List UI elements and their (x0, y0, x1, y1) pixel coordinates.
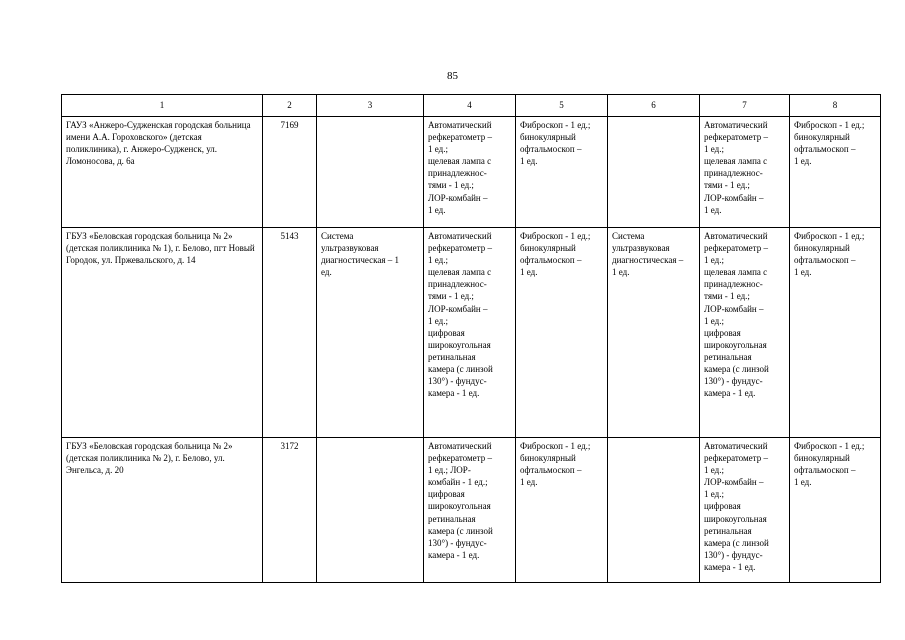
equipment-table (61, 94, 881, 583)
table-cell: Автоматический рефкератометр – 1 ед.; щелевая лампа с принадлежнос- тями - 1 ед.; ЛОР-комбайн – 1 ед.; цифровая широкоугольная ретинальная камера (с линзой 130°) - фундус- камера - 1 ед. (424, 228, 516, 438)
table-cell: Фиброскоп - 1 ед.; бинокулярный офтальмоскоп – 1 ед. (516, 117, 608, 228)
table-row (62, 438, 881, 583)
count-cell: 3172 (263, 438, 317, 583)
table-cell: Автоматический рефкератометр – 1 ед.; щелевая лампа с принадлежнос- тями - 1 ед.; ЛОР-комбайн – 1 ед. (700, 117, 790, 228)
column-header: 2 (263, 95, 317, 117)
institution-cell: ГАУЗ «Анжеро-Судженская городская больница имени А.А. Гороховского» (детская поликлиника), г. Анжеро-Судженск, ул. Ломоносова, д. 6а (62, 117, 263, 228)
table-cell: Фиброскоп - 1 ед.; бинокулярный офтальмоскоп – 1 ед. (516, 228, 608, 438)
table-cell (317, 117, 424, 228)
table-cell: Автоматический рефкератометр – 1 ед.; ЛОР-комбайн – 1 ед.; цифровая широкоугольная ретинальная камера (с линзой 130°) - фундус- камера - 1 ед. (700, 438, 790, 583)
table-cell: Фиброскоп - 1 ед.; бинокулярный офтальмоскоп – 1 ед. (790, 438, 881, 583)
column-header: 3 (317, 95, 424, 117)
table-cell: Автоматический рефкератометр – 1 ед.; ЛОР- комбайн - 1 ед.; цифровая широкоугольная ретинальная камера (с линзой 130°) - фундус- камера - 1 ед. (424, 438, 516, 583)
table-cell (608, 438, 700, 583)
column-header: 7 (700, 95, 790, 117)
column-header: 8 (790, 95, 881, 117)
table-cell: Система ультразвуковая диагностическая – 1 ед. (608, 228, 700, 438)
table-cell: Фиброскоп - 1 ед.; бинокулярный офтальмоскоп – 1 ед. (790, 228, 881, 438)
table-cell (317, 438, 424, 583)
count-cell: 7169 (263, 117, 317, 228)
header-row (62, 95, 881, 117)
page-number: 85 (447, 70, 458, 82)
column-header: 1 (62, 95, 263, 117)
column-header: 6 (608, 95, 700, 117)
institution-cell: ГБУЗ «Беловская городская больница № 2» (детская поликлиника № 2), г. Белово, ул. Энгельса, д. 20 (62, 438, 263, 583)
table-cell: Фиброскоп - 1 ед.; бинокулярный офтальмоскоп – 1 ед. (790, 117, 881, 228)
institution-cell: ГБУЗ «Беловская городская больница № 2» (детская поликлиника № 1), г. Белово, пгт Новый Городок, ул. Пржевальского, д. 14 (62, 228, 263, 438)
table-cell: Автоматический рефкератометр – 1 ед.; щелевая лампа с принадлежнос- тями - 1 ед.; ЛОР-комбайн – 1 ед. (424, 117, 516, 228)
count-cell: 5143 (263, 228, 317, 438)
column-header: 5 (516, 95, 608, 117)
table-cell (608, 117, 700, 228)
table-cell: Система ультразвуковая диагностическая – 1 ед. (317, 228, 424, 438)
table-row (62, 228, 881, 438)
table-row (62, 117, 881, 228)
table-cell: Автоматический рефкератометр – 1 ед.; щелевая лампа с принадлежнос- тями - 1 ед.; ЛОР-комбайн – 1 ед.; цифровая широкоугольная ретинальная камера (с линзой 130°) - фундус- камера - 1 ед. (700, 228, 790, 438)
table-cell: Фиброскоп - 1 ед.; бинокулярный офтальмоскоп – 1 ед. (516, 438, 608, 583)
column-header: 4 (424, 95, 516, 117)
